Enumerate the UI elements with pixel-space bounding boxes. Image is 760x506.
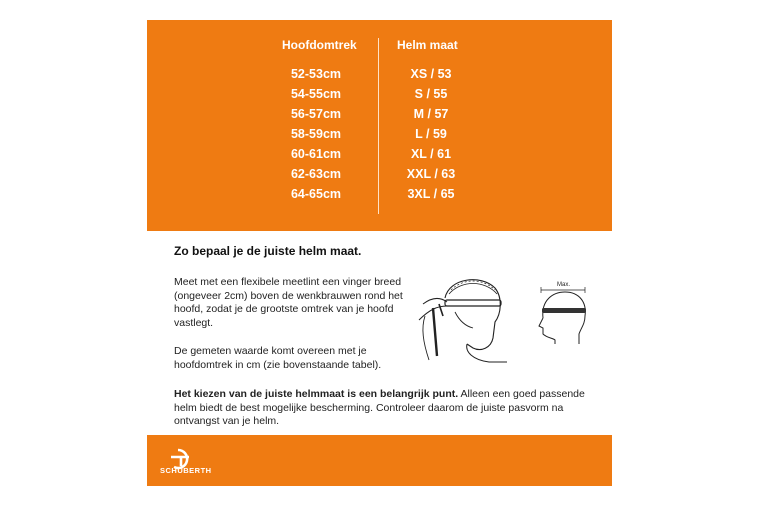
guide-title: Zo bepaal je de juiste helm maat.: [174, 244, 362, 258]
maat-cell: S / 55: [414, 87, 448, 101]
brand-footer: [147, 435, 612, 486]
header-helm-maat: Helm maat: [397, 38, 458, 52]
guide-paragraph-value: De gemeten waarde komt overeen met je hoofdomtrek in cm (zie bovenstaande tabel).: [174, 345, 382, 371]
maat-cell: 3XL / 65: [407, 187, 455, 201]
omtrek-column: [262, 64, 370, 204]
omtrek-cell: 60-61cm: [290, 147, 342, 161]
maat-cell: XL / 61: [410, 147, 452, 161]
measuring-head-illustration: [415, 264, 511, 364]
omtrek-cell: 52-53cm: [290, 67, 342, 81]
header-hoofdomtrek: Hoofdomtrek: [282, 38, 357, 52]
schuberth-logo-icon: [159, 446, 219, 482]
guide-paragraph-measure: Meet met een flexibele meetlint een vinger breed (ongeveer 2cm) boven de wenkbrauwen rond het hoofd, zodat je de grootste omtrek van je hoofd vastlegt.: [174, 276, 403, 329]
guide-paragraph-fit: [174, 388, 594, 429]
maat-cell: XXL / 63: [406, 167, 456, 181]
maat-cell: L / 59: [415, 127, 447, 141]
fit-emphasis: Het kiezen van de juiste helmmaat is een belangrijk punt.: [174, 388, 459, 400]
omtrek-cell: 58-59cm: [290, 127, 342, 141]
maat-cell: XS / 53: [410, 67, 452, 81]
maat-column: [377, 64, 485, 204]
max-label: Max.: [557, 282, 571, 288]
omtrek-cell: 56-57cm: [290, 107, 342, 121]
size-table-panel: [147, 20, 612, 231]
omtrek-cell: 54-55cm: [290, 87, 342, 101]
size-guide-card: [147, 20, 612, 486]
omtrek-cell: 64-65cm: [290, 187, 342, 201]
brand-name: SCHUBERTH: [160, 466, 212, 475]
omtrek-cell: 62-63cm: [290, 167, 342, 181]
head-side-illustration: [533, 278, 593, 346]
maat-cell: M / 57: [413, 107, 449, 121]
fit-text: Alleen een goed passende helm biedt de best mogelijke bescherming. Controleer daarom de juiste pasvorm na ontvangst van je helm.: [174, 388, 585, 427]
